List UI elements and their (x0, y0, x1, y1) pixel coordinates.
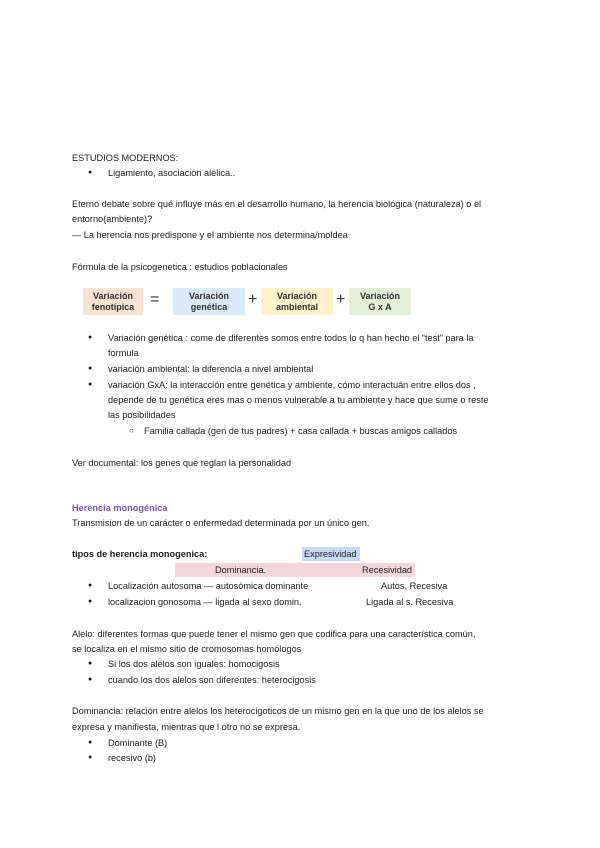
formula-box-fenotipica-line1: Variación (92, 291, 134, 301)
formula-box-gxa (349, 288, 411, 315)
alelo-line-1: Alelo: diferentes formas que puede tener el mismo gen que codifica para una característica común, (72, 629, 476, 639)
herencia-row-2-right: Ligada al s. Recesiva (366, 597, 454, 607)
debate-line-1: Eterno debate sobre qué influye más en el desarrollo humano, la herencia biológica (naturaleza) o el (72, 199, 482, 209)
plus-sign-1: + (248, 291, 258, 308)
variation-gxa-line1: ● variación GxA: la interacción entre genética y ambiente, cómo interactuán entre ellos dos , (108, 380, 476, 391)
formula-box-ambiental-line2: ambiental (275, 302, 318, 312)
plus-sign-2: + (336, 291, 346, 308)
herencia-row-1-right: Autos. Recesiva (381, 581, 448, 591)
alelo-bullet-2: ● cuando los dos alelos son diferentes: heterocigosis (108, 675, 316, 686)
estudios-title: ESTUDIOS MODERNOS: (72, 153, 179, 163)
tipos-label: tipos de herencia monogenica: (72, 549, 208, 559)
equals-sign: = (150, 291, 160, 308)
dominancia-line-1: Dominancia: relación entre alelos los heterocigoticos de un mismo gen en la que uno de los alelos se (72, 706, 484, 716)
variation-genetica-line1: ● Variación genética : come de diferentes somos entre todos lo q han hecho el “test” para la (108, 333, 474, 344)
variation-gxa-line2: depende de tu genética eres mas o menos vulnerable a tu ambiente y hace que sume o reste (108, 395, 489, 405)
dominancia-bullet-2: ● recesivo (b) (108, 753, 156, 764)
variation-subitem: ○ Familia callada (gen de tus padres) + casa callada + buscas amigos callados (144, 426, 457, 437)
formula-box-gxa-line1: Variación (359, 291, 401, 301)
recesividad-label: Recesividad (362, 565, 413, 575)
estudios-bullet: ● Ligamiento, asociación alélica.. (108, 168, 235, 179)
formula-box-ambiental-line1: Variación (276, 291, 318, 301)
herencia-row-1-left: ● Localización autosoma — autosómica dominante (108, 581, 308, 592)
variation-genetica-line2: formula (108, 348, 139, 358)
herencia-row-2-left: ● localizacion gonosoma — ligada al sexo domin. (108, 597, 302, 608)
dominancia-bullet-1: ● Dominante (B) (108, 738, 167, 749)
formula-title: Fórmula de la psicogenetica : estudios poblacionales (72, 262, 288, 272)
variation-gxa-line3: las posibilidades (108, 410, 176, 420)
variation-ambiental: ● variación ambiental: la diferencia a nivel ambiental (108, 364, 313, 375)
formula-box-ambiental (261, 288, 333, 315)
documental-note: Ver documental: los genes que reglan la personalidad (72, 458, 292, 468)
formula-box-fenotipica-line2: fenotípica (91, 302, 135, 312)
debate-line-2: entorno(ambiente)? (72, 214, 153, 224)
formula-box-genetica-line1: Variación (188, 291, 230, 301)
alelo-bullet-1: ● Si los dos alelos son iguales: homocigosis (108, 659, 280, 670)
formula-box-genetica (173, 288, 245, 315)
expresividad-label: Expresividad (304, 549, 357, 559)
formula-box-gxa-line2: G x A (368, 302, 392, 312)
monogenica-desc: Transmision de un carácter o enfermedad determinada por un único gen. (72, 518, 370, 528)
debate-line-3: — La herencia nos predispone y el ambiente nos determina/moldea (72, 230, 348, 240)
formula-box-fenotipica (83, 288, 143, 315)
dominancia-line-2: expresa y manifiesta, mientras que l otro no se expresa. (72, 722, 301, 732)
dominancia-label: Dominancia. (215, 565, 267, 575)
alelo-line-2: se localiza en el mismo sitio de cromosomas homólogos (72, 644, 302, 654)
monogenica-heading: Herencia monogénica (72, 503, 168, 513)
formula-box-genetica-line2: genética (190, 302, 228, 312)
